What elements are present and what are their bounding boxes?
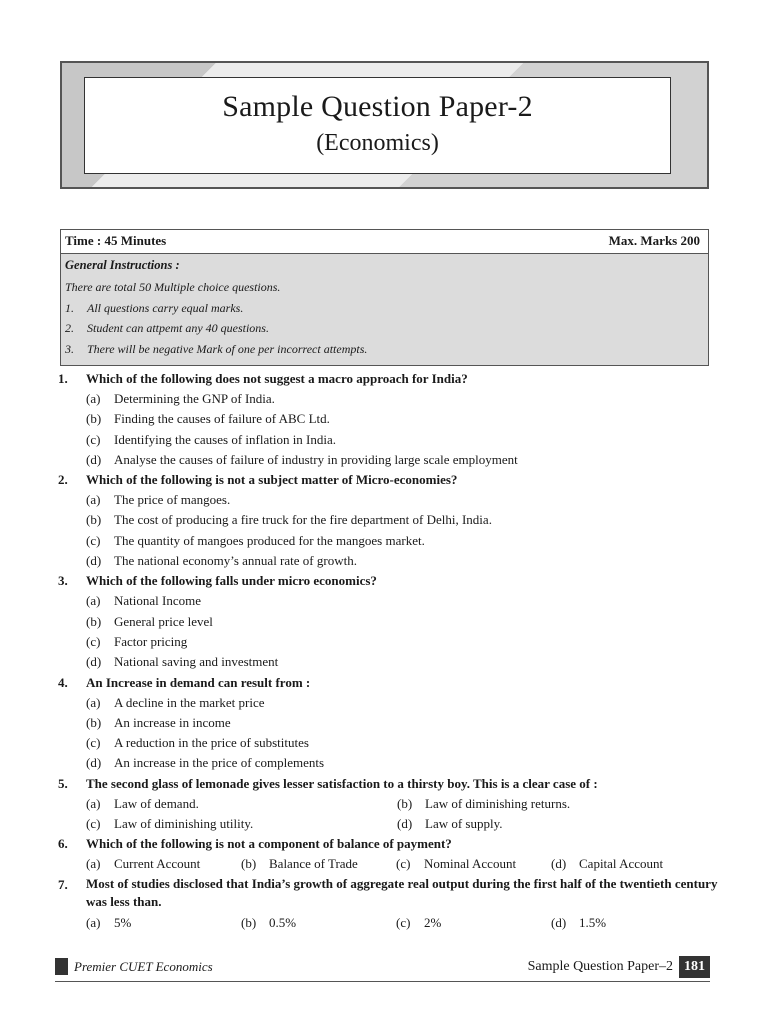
option-letter: (c): [396, 856, 411, 872]
option: [397, 814, 503, 834]
time-label: Time : 45 Minutes: [65, 233, 167, 248]
option-text: National Income: [114, 593, 201, 609]
option-text: A decline in the market price: [114, 694, 265, 710]
page-subtitle: (Economics): [316, 130, 439, 156]
option-letter: (d): [551, 914, 567, 930]
general-instructions: [61, 254, 708, 365]
option-letter: (a): [86, 694, 101, 710]
instruction-item: [65, 298, 704, 319]
question-5: [58, 774, 718, 835]
option-text: Nominal Account: [424, 856, 517, 872]
page-title: Sample Question Paper-2: [222, 90, 533, 123]
option-letter: (d): [86, 654, 102, 670]
option-letter: (d): [86, 553, 102, 569]
option-text: 0.5%: [269, 914, 297, 930]
question-text: Which of the following is not a component of balance of payment?: [86, 836, 452, 852]
exam-info-box: [60, 229, 709, 366]
option-letter: (b): [86, 411, 102, 427]
option: [58, 612, 718, 632]
option: [58, 693, 718, 713]
option-text: An increase in the price of complements: [114, 755, 325, 771]
option-text: Determining the GNP of India.: [114, 391, 275, 406]
option: [58, 490, 718, 510]
instruction-item: [65, 339, 704, 360]
instruction-number: 1.: [65, 300, 74, 315]
question-stem: [58, 875, 718, 911]
option-letter: (d): [397, 816, 413, 832]
option-text: General price level: [114, 613, 213, 629]
option-letter: (a): [86, 593, 101, 609]
title-box: [84, 77, 671, 174]
option: [551, 854, 663, 874]
option-letter: (b): [86, 714, 102, 730]
question-7: [58, 875, 718, 933]
option-letter: (c): [86, 633, 101, 649]
question-2: [58, 470, 718, 571]
question-text: Most of studies disclosed that India’s growth of aggregate real output during the first half of the twentieth century was less than.: [86, 875, 718, 909]
option-text: Finding the causes of failure of ABC Ltd.: [114, 411, 330, 427]
question-number: 7.: [58, 876, 68, 892]
question-text: The second glass of lemonade gives lesser satisfaction to a thirsty boy. This is a clear case of :: [86, 775, 598, 791]
option-letter: (a): [86, 856, 101, 872]
question-stem: [58, 369, 718, 389]
option-text: The national economy’s annual rate of growth.: [114, 553, 357, 569]
question-6: [58, 834, 718, 874]
question-stem: [58, 571, 718, 591]
option: [58, 510, 718, 530]
question-number: 2.: [58, 472, 68, 488]
option-text: An increase in income: [114, 714, 231, 730]
question-text: Which of the following falls under micro economics?: [86, 573, 377, 589]
question-stem: [58, 470, 718, 490]
option-letter: (b): [241, 914, 257, 930]
option-text: The cost of producing a fire truck for the fire department of Delhi, India.: [114, 512, 492, 528]
instructions-intro: There are total 50 Multiple choice questions.: [65, 280, 281, 294]
option-text: The quantity of mangoes produced for the mangoes market.: [114, 532, 425, 548]
footer-block-icon: [55, 958, 68, 975]
option-letter: (a): [86, 914, 101, 930]
option: [58, 531, 718, 551]
option-row: [58, 794, 718, 814]
option: [241, 854, 396, 874]
section-title: Sample Question Paper–2: [527, 959, 673, 974]
title-banner: [60, 61, 709, 189]
instruction-number: 2.: [65, 321, 74, 335]
option: [58, 389, 718, 409]
option-text: Law of demand.: [114, 795, 199, 811]
footer-right: [528, 956, 710, 978]
option-text: Law of supply.: [425, 816, 503, 832]
option-letter: (d): [551, 856, 567, 872]
option-text: A reduction in the price of substitutes: [114, 735, 309, 751]
option-letter: (c): [396, 914, 411, 930]
book-title: Premier CUET Economics: [74, 958, 213, 974]
option-text: Balance of Trade: [269, 856, 358, 872]
option-letter: (c): [86, 532, 101, 548]
instruction-text: Student can attpemt any 40 questions.: [87, 321, 269, 335]
time-marks-row: [61, 230, 708, 254]
footer-left: [55, 958, 213, 975]
option-row: [58, 854, 718, 874]
option: [86, 854, 241, 874]
option-letter: (b): [241, 856, 257, 872]
option: [58, 713, 718, 733]
option-letter: (b): [397, 795, 413, 811]
question-text: Which of the following is not a subject matter of Micro-economies?: [86, 472, 458, 488]
option-row: [58, 814, 718, 834]
question-number: 5.: [58, 775, 68, 791]
option-text: The price of mangoes.: [114, 492, 231, 508]
question-stem: [58, 834, 718, 854]
option: [86, 913, 241, 933]
option: [241, 913, 396, 933]
option: [58, 652, 718, 672]
instruction-item: [65, 318, 704, 339]
option-text: Identifying the causes of inflation in India.: [114, 431, 337, 447]
page-footer: [55, 956, 710, 982]
option: [396, 913, 551, 933]
question-4: [58, 673, 718, 774]
option-letter: (d): [86, 451, 102, 467]
option-row: [58, 913, 718, 933]
option-letter: (b): [86, 512, 102, 528]
instruction-text: All questions carry equal marks.: [87, 300, 244, 315]
question-list: [58, 369, 718, 933]
option-text: Capital Account: [579, 856, 664, 872]
option: [58, 450, 718, 470]
option-letter: (d): [86, 755, 102, 771]
option-text: Factor pricing: [114, 633, 188, 649]
option-text: 1.5%: [579, 914, 607, 930]
option-letter: (a): [86, 795, 101, 811]
option-text: 2%: [424, 914, 442, 930]
instructions-heading: General Instructions :: [65, 258, 180, 272]
question-stem: [58, 673, 718, 693]
question-number: 4.: [58, 674, 68, 690]
option-letter: (a): [86, 492, 101, 508]
question-text: An Increase in demand can result from :: [86, 674, 311, 690]
page-number: 181: [679, 956, 710, 978]
option: [58, 551, 718, 571]
instruction-number: 3.: [65, 341, 74, 356]
question-1: [58, 369, 718, 470]
option-text: Current Account: [114, 856, 201, 872]
max-marks-label: Max. Marks 200: [608, 233, 700, 248]
option: [58, 409, 718, 429]
option-letter: (a): [86, 391, 101, 406]
question-text: Which of the following does not suggest a macro approach for India?: [86, 371, 468, 386]
option-letter: (b): [86, 613, 102, 629]
option: [86, 794, 397, 814]
option-letter: (c): [86, 735, 101, 751]
option: [58, 753, 718, 773]
question-number: 1.: [58, 371, 68, 386]
question-3: [58, 571, 718, 672]
question-stem: [58, 774, 718, 794]
option-text: Law of diminishing returns.: [425, 795, 571, 811]
instruction-text: There will be negative Mark of one per incorrect attempts.: [87, 341, 368, 356]
question-number: 3.: [58, 573, 68, 589]
option: [397, 794, 570, 814]
option-letter: (c): [86, 816, 101, 832]
option: [86, 814, 397, 834]
option-text: 5%: [114, 914, 132, 930]
question-number: 6.: [58, 836, 68, 852]
option: [58, 430, 718, 450]
option-text: Analyse the causes of failure of industry in providing large scale employment: [114, 451, 518, 467]
option: [551, 913, 606, 933]
option: [58, 733, 718, 753]
option: [58, 632, 718, 652]
option-text: Law of diminishing utility.: [114, 816, 254, 832]
option-letter: (c): [86, 431, 101, 447]
option: [58, 591, 718, 611]
option: [396, 854, 551, 874]
option-text: National saving and investment: [114, 654, 279, 670]
